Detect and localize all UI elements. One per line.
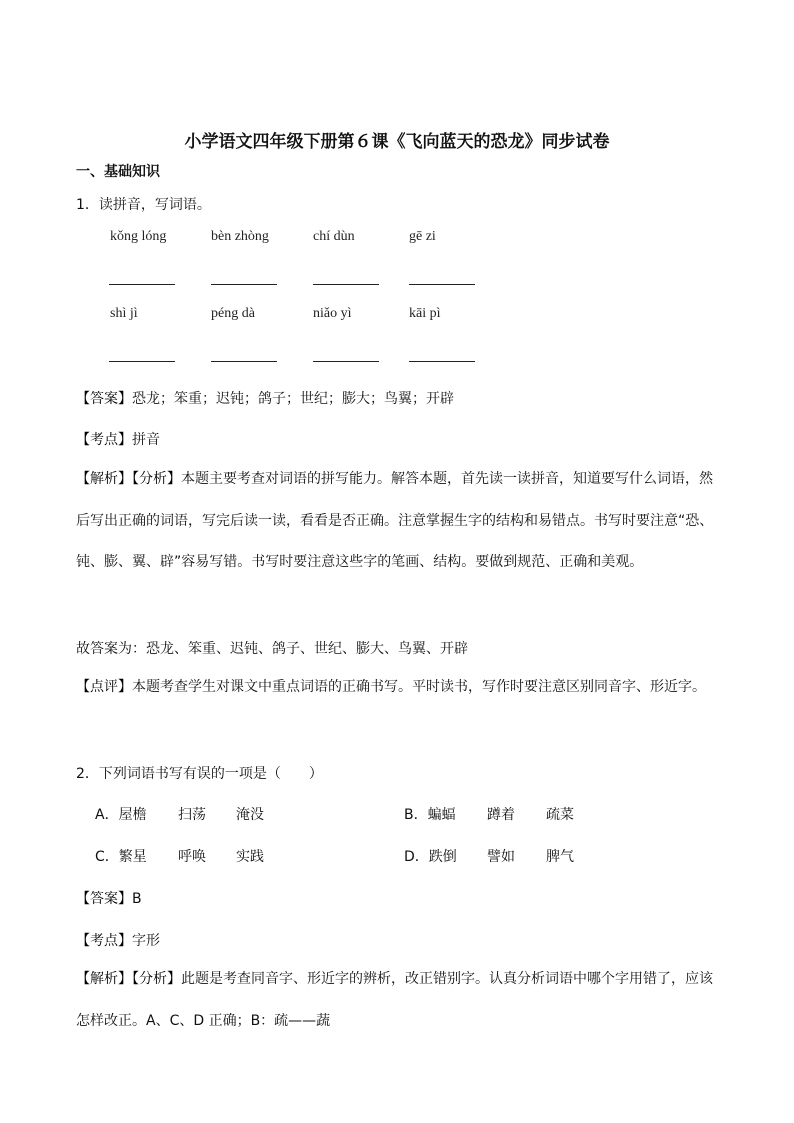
- answer-blank[interactable]: [109, 361, 175, 362]
- option-word: 扫荡: [178, 807, 206, 823]
- option-d[interactable]: D．跌倒: [404, 849, 457, 865]
- answer-line: [76, 388, 454, 408]
- answer-blank[interactable]: [409, 361, 475, 362]
- answer-blank[interactable]: [313, 284, 379, 285]
- answer-line: [76, 888, 142, 908]
- comment-tag: 【点评】: [76, 679, 132, 695]
- answer-tag: 【答案】: [76, 391, 132, 407]
- answer-blank[interactable]: [211, 361, 277, 362]
- answer-text: B: [132, 891, 142, 907]
- analysis-tag: 【解析】【分析】: [76, 471, 181, 487]
- option-c[interactable]: C．繁星: [95, 849, 147, 865]
- option-word: 实践: [236, 849, 264, 865]
- comment-paragraph: [76, 667, 726, 709]
- knowledge-point-line: [76, 930, 160, 950]
- analysis-text: 此题是考查同音字、形近字的辨析，改正错别字。认真分析词语中哪个字用错了，应该怎样改正。A、C、D 正确；B：疏——蔬: [76, 971, 713, 1029]
- answer-blank[interactable]: [313, 361, 379, 362]
- option-b[interactable]: B．蝙蝠: [404, 807, 456, 823]
- answer-blank[interactable]: [109, 284, 175, 285]
- analysis-text: 本题主要考查对词语的拼写能力。解答本题，首先读一读拼音，知道要写什么词语，然后写出正确的词语，写完后读一读，看看是否正确。注意掌握生字的结构和易错点。书写时要注意“恐、钝、膨、翼、辟”容易写错。书写时要注意这些字的笔画、结构。要做到规范、正确和美观。: [76, 471, 714, 570]
- pinyin-item: bèn zhòng: [211, 229, 269, 244]
- answer-blank[interactable]: [211, 284, 277, 285]
- option-word: 疏菜: [546, 807, 574, 823]
- analysis-paragraph: [76, 459, 724, 584]
- answer-tag: 【答案】: [76, 891, 132, 907]
- knowledge-point-tag: 【考点】: [76, 432, 132, 448]
- pinyin-item: gē zi: [409, 229, 436, 244]
- pinyin-item: shì jì: [110, 306, 138, 321]
- knowledge-point-text: 字形: [132, 933, 160, 949]
- pinyin-item: kǒng lóng: [110, 229, 167, 244]
- comment-text: 本题考查学生对课文中重点词语的正确书写。平时读书，写作时要注意区别同音字、形近字。: [132, 679, 706, 695]
- final-answer: 故答案为：恐龙、笨重、迟钝、鸽子、世纪、膨大、鸟翼、开辟: [76, 641, 468, 657]
- option-a[interactable]: A．屋檐: [95, 807, 147, 823]
- answer-blank[interactable]: [409, 284, 475, 285]
- section-heading: 一、基础知识: [76, 164, 160, 180]
- pinyin-item: niǎo yì: [313, 306, 352, 321]
- question-1-stem: 1．读拼音，写词语。: [76, 197, 211, 213]
- option-word: 譬如: [487, 849, 515, 865]
- option-word: 淹没: [236, 807, 264, 823]
- pinyin-item: péng dà: [211, 306, 255, 321]
- option-word: 蹲着: [487, 807, 515, 823]
- analysis-paragraph: [76, 959, 726, 1042]
- option-word: 呼唤: [178, 849, 206, 865]
- knowledge-point-text: 拼音: [132, 432, 160, 448]
- knowledge-point-line: [76, 429, 160, 449]
- option-word: 脾气: [546, 849, 574, 865]
- pinyin-item: chí dùn: [313, 229, 355, 244]
- question-2-stem: 2．下列词语书写有误的一项是（ ）: [76, 766, 323, 782]
- page-title: 小学语文四年级下册第６课《飞向蓝天的恐龙》同步试卷: [184, 132, 610, 152]
- knowledge-point-tag: 【考点】: [76, 933, 132, 949]
- pinyin-item: kāi pì: [409, 306, 441, 321]
- analysis-tag: 【解析】【分析】: [76, 971, 181, 987]
- answer-text: 恐龙；笨重；迟钝；鸽子；世纪；膨大；鸟翼；开辟: [132, 391, 454, 407]
